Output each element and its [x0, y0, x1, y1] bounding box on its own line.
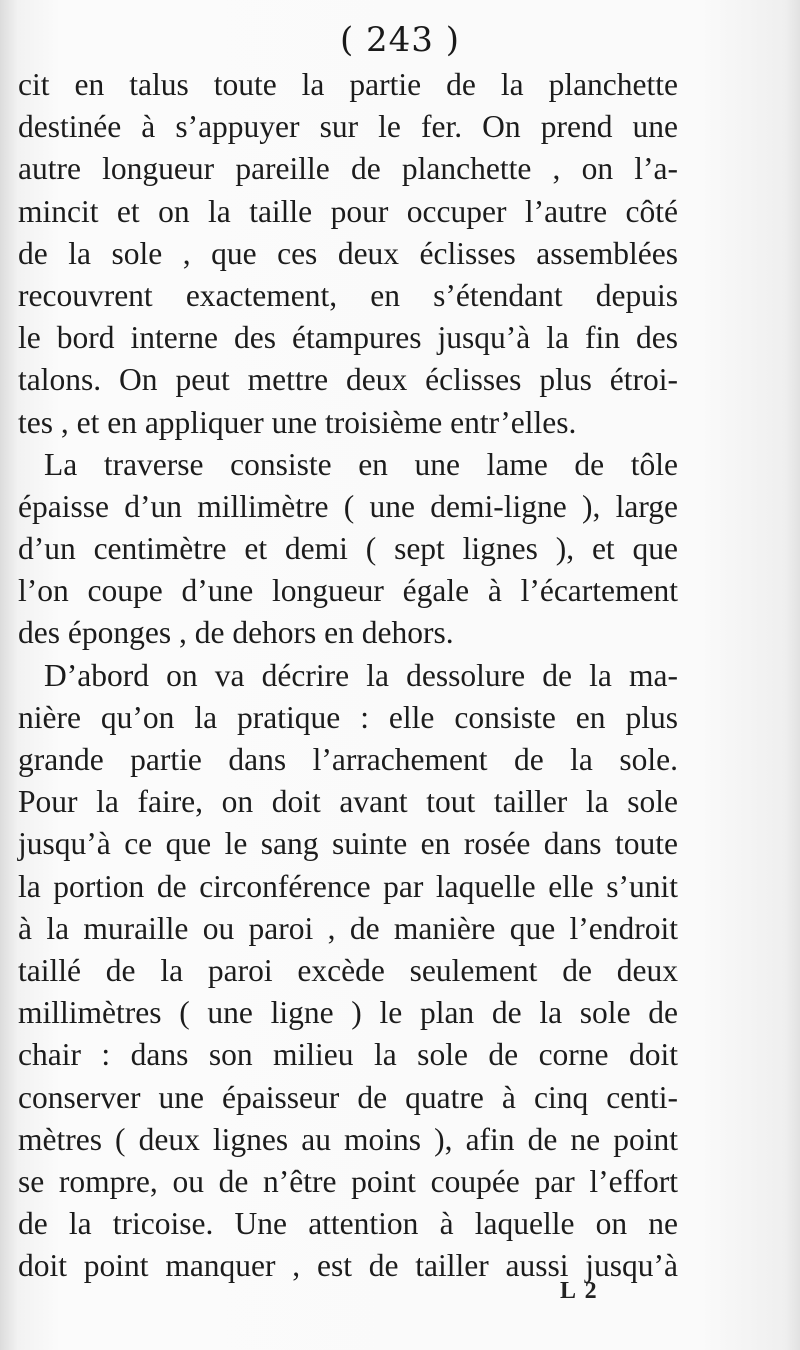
text-line: recouvrent exactement, en s’étendant depuis: [18, 277, 678, 313]
text-line: se rompre, ou de n’être point coupée par l’effort: [18, 1163, 678, 1199]
text-line: taillé de la paroi excède seulement de deux: [18, 952, 678, 988]
text-line: grande partie dans l’arrachement de la sole.: [18, 742, 678, 777]
text-line: de la tricoise. Une attention à laquelle on ne: [18, 1206, 678, 1242]
text-line: talons. On peut mettre deux éclisses plus étroi-: [18, 362, 678, 398]
text-line: destinée à s’appuyer sur le fer. On prend une: [18, 109, 678, 145]
text-line: chair : dans son milieu la sole de corne doit: [18, 1037, 678, 1073]
text-line: conserver une épaisseur de quatre à cinq centi-: [18, 1079, 678, 1115]
text-line: l’on coupe d’une longueur égale à l’écartement: [18, 573, 678, 609]
text-line: cit en talus toute la partie de la planchette: [18, 67, 678, 102]
text-line: épaisse d’un millimètre ( une demi-ligne ), large: [18, 488, 678, 524]
text-line: mincit et on la taille pour occuper l’autre côté: [18, 193, 678, 229]
text-line: La traverse consiste en une lame de tôle: [44, 446, 678, 482]
text-line: Pour la faire, on doit avant tout tailler la sole: [18, 784, 678, 820]
text-line: autre longueur pareille de planchette , on l’a-: [18, 151, 678, 187]
text-line: mètres ( deux lignes au moins ), afin de ne point: [18, 1121, 678, 1157]
text-line: la portion de circonférence par laquelle elle s’unit: [18, 868, 678, 904]
text-line: doit point manquer , est de tailler aussi jusqu’à: [18, 1248, 678, 1284]
text-line: D’abord on va décrire la dessolure de la ma-: [44, 657, 678, 693]
text-line: d’un centimètre et demi ( sept lignes ), et que: [18, 531, 678, 567]
page-number: ( 243 ): [339, 20, 461, 60]
text-line: nière qu’on la pratique : elle consiste en plus: [18, 699, 678, 735]
text-line: de la sole , que ces deux éclisses assemblées: [18, 235, 678, 271]
body-text: [18, 64, 678, 1287]
text-line: jusqu’à ce que le sang suinte en rosée dans toute: [18, 826, 678, 862]
text-line: tes , et en appliquer une troisième entr’elles.: [18, 404, 577, 440]
text-line: des éponges , de dehors en dehors.: [18, 615, 454, 651]
text-line: à la muraille ou paroi , de manière que l’endroit: [18, 910, 678, 946]
signature-mark: L 2: [560, 1278, 599, 1304]
text-line: millimètres ( une ligne ) le plan de la sole de: [18, 995, 678, 1031]
text-line: le bord interne des étampures jusqu’à la fin des: [18, 320, 678, 356]
